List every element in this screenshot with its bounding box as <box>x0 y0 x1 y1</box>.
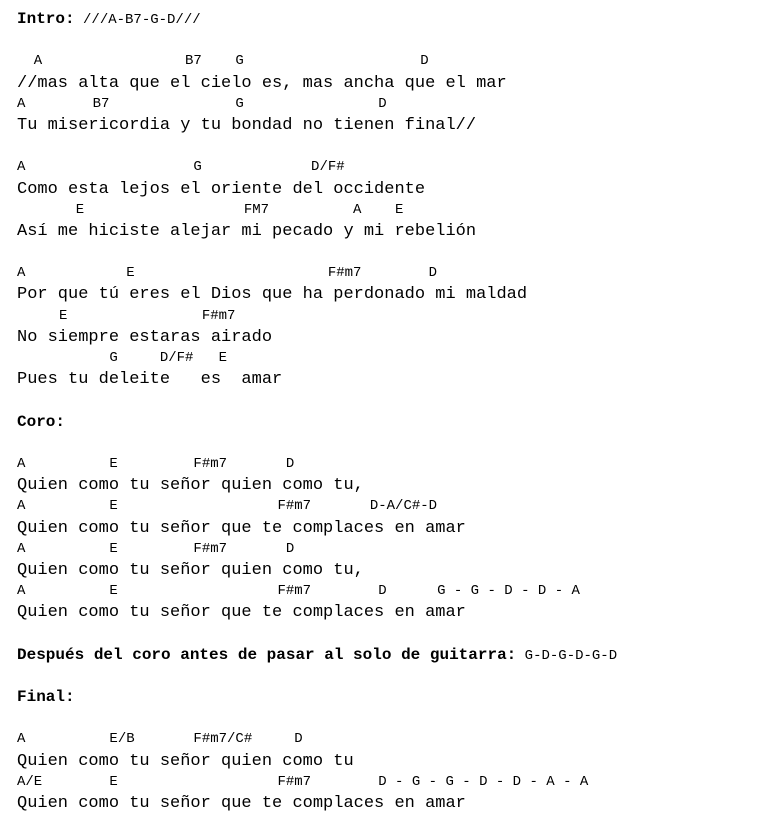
lyric-line: Como esta lejos el oriente del occidente <box>17 179 426 199</box>
lyric-line: No siempre estaras airado <box>17 327 273 347</box>
chord-line: A B7 G D <box>17 95 387 112</box>
lyric-line: Quien como tu señor quien como tu <box>17 751 354 771</box>
chord-line: E FM7 A E <box>17 201 404 218</box>
lyric-line: Tu misericordia y tu bondad no tienen final// <box>17 115 477 135</box>
lyric-line: Por que tú eres el Dios que ha perdonado mi maldad <box>17 285 528 305</box>
coro-label: Coro: <box>17 412 66 431</box>
chord-line: A E F#m7 D <box>17 540 295 557</box>
intro-line <box>17 9 762 30</box>
lyric-line: Quien como tu señor que te complaces en amar <box>17 603 466 623</box>
chord-line: A E F#m7 D G - G - D - D - A <box>17 583 580 600</box>
chord-line: G D/F# E <box>17 350 228 366</box>
lyric-line: Quien como tu señor quien como tu, <box>17 560 364 580</box>
final-heading <box>17 687 762 708</box>
lyric-line: Quien como tu señor que te complaces en amar <box>17 793 466 813</box>
blank-line <box>17 242 762 263</box>
blank-line <box>17 666 762 687</box>
blank-line <box>17 30 762 51</box>
intro-chords: ///A-B7-G-D/// <box>74 12 201 28</box>
lyric-line: Así me hiciste alejar mi pecado y mi rebelión <box>17 221 477 241</box>
chord-line: A E F#m7 D <box>17 455 295 472</box>
lyric-line: Quien como tu señor quien como tu, <box>17 476 364 496</box>
chord-line: A E F#m7 D-A/C#-D <box>17 498 438 515</box>
chord-line: E F#m7 <box>17 307 236 324</box>
despues-line <box>17 645 762 666</box>
blank-line <box>17 390 762 411</box>
blank-line <box>17 708 762 729</box>
coro-heading <box>17 412 762 433</box>
chord-sheet <box>17 9 762 814</box>
chord-line: A E/B F#m7/C# D <box>17 731 303 748</box>
chord-line: A G D/F# <box>17 159 345 176</box>
lyric-line: Quien como tu señor que te complaces en amar <box>17 518 466 538</box>
lyric-line: Pues tu deleite es amar <box>17 370 283 390</box>
chord-line: A/E E F#m7 D - G - G - D - D - A - A <box>17 773 589 790</box>
blank-line <box>17 433 762 454</box>
chord-line: A E F#m7 D <box>17 265 438 282</box>
blank-line <box>17 136 762 157</box>
lyric-line: //mas alta que el cielo es, mas ancha que el mar <box>17 73 507 93</box>
final-label: Final: <box>17 688 75 706</box>
chord-line: A B7 G D <box>17 53 429 70</box>
blank-line <box>17 623 762 644</box>
despues-label: Después del coro antes de pasar al solo de guitarra: <box>17 645 517 664</box>
intro-label: Intro: <box>17 10 75 28</box>
despues-chords: G-D-G-D-G-D <box>516 647 618 664</box>
